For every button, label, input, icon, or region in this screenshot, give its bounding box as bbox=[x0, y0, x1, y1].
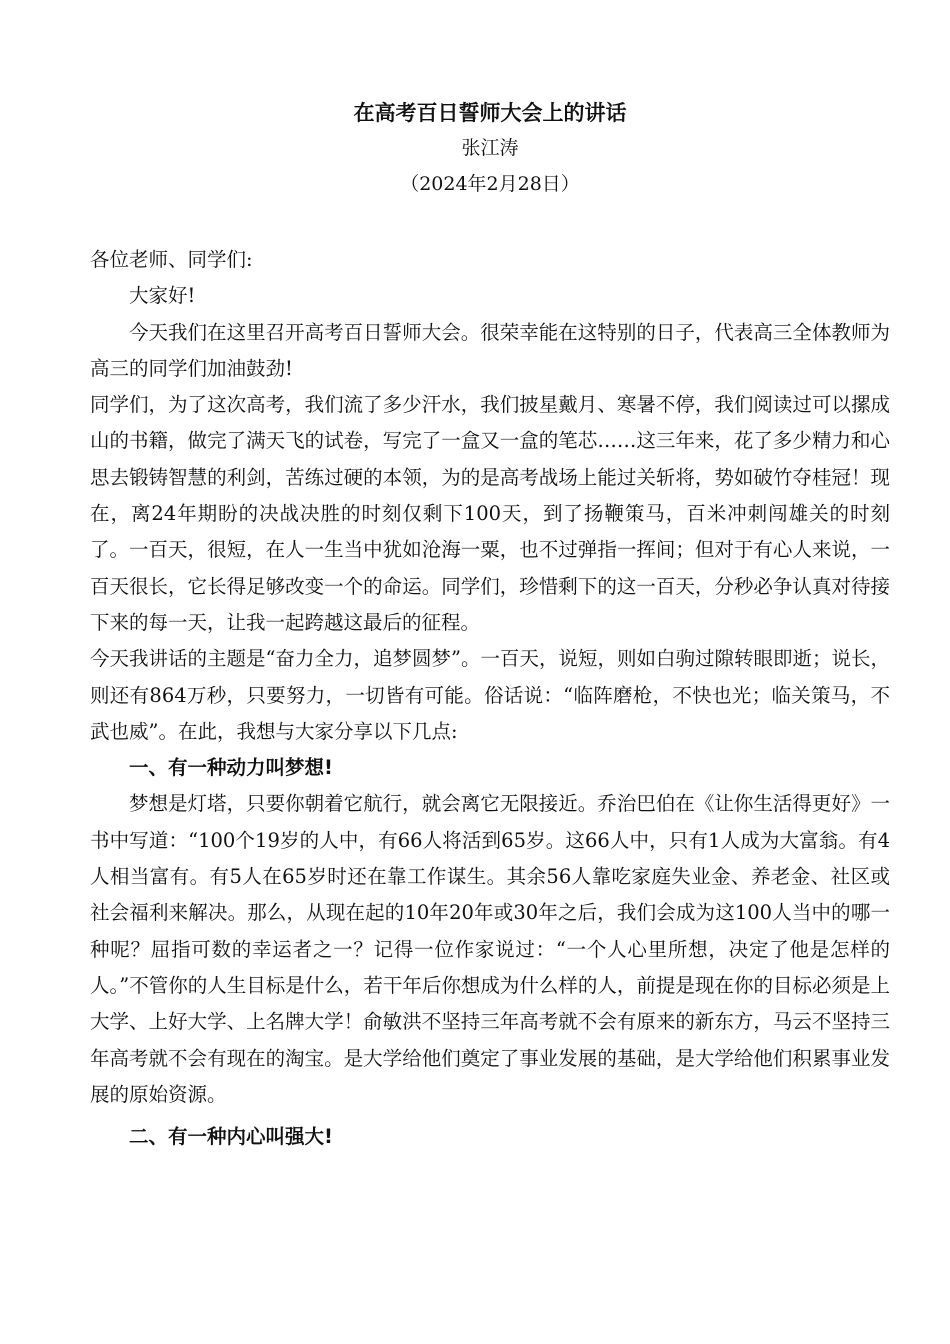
section-heading-inner-strength: 二、有一种内心叫强大! bbox=[129, 1125, 333, 1149]
document-body bbox=[90, 96, 890, 1155]
section-heading-dream: 一、有一种动力叫梦想! bbox=[129, 756, 333, 780]
greeting: 各位老师、同学们: bbox=[90, 248, 253, 271]
paragraph-dream: 梦想是灯塔，只要你朝着它航行，就会离它无限接近。乔治巴伯在《让你生活得更好》一书中写道：“100个19岁的人中，有66人将活到65岁。这66人中，只有1人成为大富翁。有4人相当富有。有5人在65岁时还在靠工作谋生。其余56人靠吃家庭失业金、养老金、社区或社会福利来解决。那么，从现在起的10年20年或30年之后，我们会成为这100人当中的哪一种呢？屈指可数的幸运者之一？记得一位作家说过：“一个人心里所想，决定了他是怎样的人。”不管你的人生目标是什么，若干年后你想成为什么样的人，前提是现在你的目标必须是上大学、上好大学、上名牌大学！俞敏洪不坚持三年高考就不会有原来的新东方，马云不坚持三年高考就不会有现在的淘宝。是大学给他们奠定了事业发展的基础，是大学给他们积累事业发展的原始资源。 bbox=[90, 792, 890, 1106]
document-title: 在高考百日誓师大会上的讲话 bbox=[353, 100, 627, 125]
document-author: 张江涛 bbox=[461, 137, 519, 159]
paragraph-effort: 同学们，为了这次高考，我们流了多少汗水，我们披星戴月、寒暑不停，我们阅读过可以摞成山的书籍，做完了满天飞的试卷，写完了一盒又一盒的笔芯……这三年来，花了多少精力和心思去锻铸智慧的利剑，苦练过硬的本领，为的是高考战场上能过关斩将，势如破竹夺桂冠！现在，离24年期盼的决战决胜的时刻仅剩下100天，到了扬鞭策马，百米冲刺闯雄关的时刻了。一百天，很短，在人一生当中犹如沧海一粟，也不过弹指一挥间；但对于有心人来说，一百天很长，它长得足够改变一个的命运。同学们，珍惜剩下的这一百天，分秒必争认真对待接下来的每一天，让我一起跨越这最后的征程。 bbox=[90, 393, 890, 634]
document-date: （2024年2月28日） bbox=[400, 173, 580, 195]
salutation: 大家好! bbox=[129, 284, 196, 308]
paragraph-intro: 今天我们在这里召开高考百日誓师大会。很荣幸能在这特别的日子，代表高三全体教师为高三的同学们加油鼓劲! bbox=[90, 320, 890, 380]
paragraph-theme: 今天我讲话的主题是“奋力全力，追梦圆梦”。一百天，说短，则如白驹过隙转眼即逝；说长，则还有864万秒，只要努力，一切皆有可能。俗话说：“临阵磨枪，不快也光；临关策马，不武也威”。在此，我想与大家分享以下几点: bbox=[90, 647, 890, 743]
